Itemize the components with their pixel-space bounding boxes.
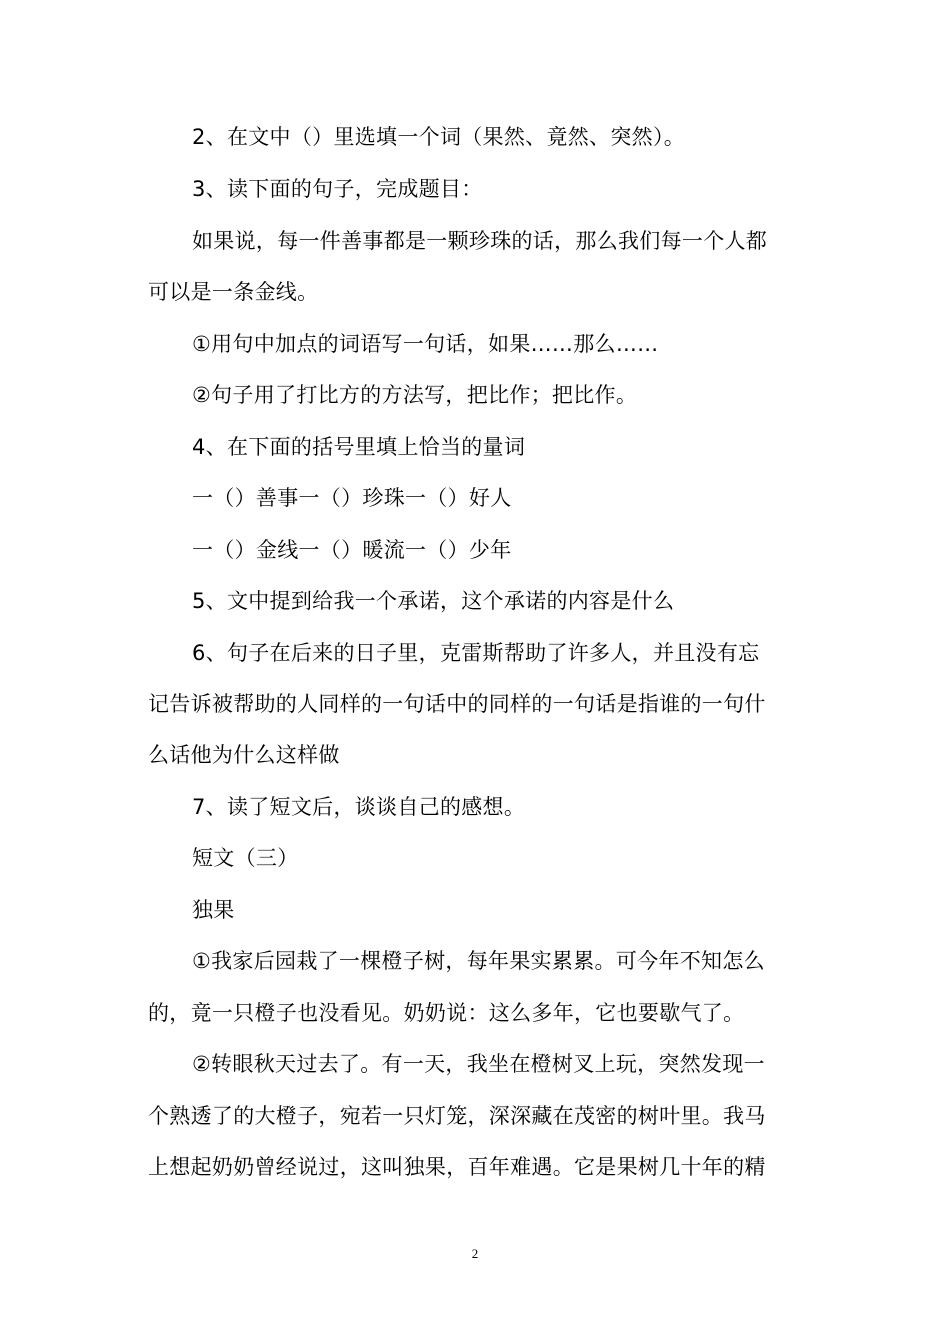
paragraph-2-line-1: ②转眼秋天过去了。有一天，我坐在橙树叉上玩，突然发现一 — [192, 1052, 765, 1076]
question-4: 4、在下面的括号里填上恰当的量词 — [192, 435, 526, 459]
question-5: 5、文中提到给我一个承诺，这个承诺的内容是什么 — [192, 589, 675, 613]
paragraph-2-line-3: 上想起奶奶曾经说过，这叫独果，百年难遇。它是果树几十年的精 — [148, 1155, 766, 1179]
paragraph-2-line-2: 个熟透了的大橙子，宛若一只灯笼，深深藏在茂密的树叶里。我马 — [148, 1104, 766, 1128]
story-title: 独果 — [192, 898, 235, 922]
question-2: 2、在文中（）里选填一个词（果然、竟然、突然）。 — [192, 125, 686, 149]
measure-word-row-2: 一（）金线一（）暖流一（）少年 — [192, 538, 512, 562]
question-3: 3、读下面的句子，完成题目： — [192, 177, 483, 201]
sub-question-1: ①用句中加点的词语写一句话，如果……那么…… — [192, 332, 659, 356]
measure-word-row-1: 一（）善事一（）珍珠一（）好人 — [192, 486, 512, 510]
question-6-line-3: 么话他为什么这样做 — [148, 743, 340, 767]
page-number: 2 — [471, 1246, 479, 1261]
question-6-line-2: 记告诉被帮助的人同样的一句话中的同样的一句话是指谁的一句什 — [148, 692, 766, 716]
paragraph-1-line-2: 的，竟一只橙子也没看见。奶奶说：这么多年，它也要歇气了。 — [148, 1001, 745, 1025]
quote-sentence-line-1: 如果说，每一件善事都是一颗珍珠的话，那么我们每一个人都 — [192, 229, 768, 253]
section-heading: 短文（三） — [192, 846, 299, 870]
sub-question-2: ②句子用了打比方的方法写，把比作；把比作。 — [192, 383, 638, 407]
question-7: 7、读了短文后，谈谈自己的感想。 — [192, 795, 526, 819]
question-6-line-1: 6、句子在后来的日子里，克雷斯帮助了许多人，并且没有忘 — [192, 641, 760, 665]
quote-sentence-line-2: 可以是一条金线。 — [148, 280, 319, 304]
paragraph-1-line-1: ①我家后园栽了一棵橙子树，每年果实累累。可今年不知怎么 — [192, 949, 765, 973]
